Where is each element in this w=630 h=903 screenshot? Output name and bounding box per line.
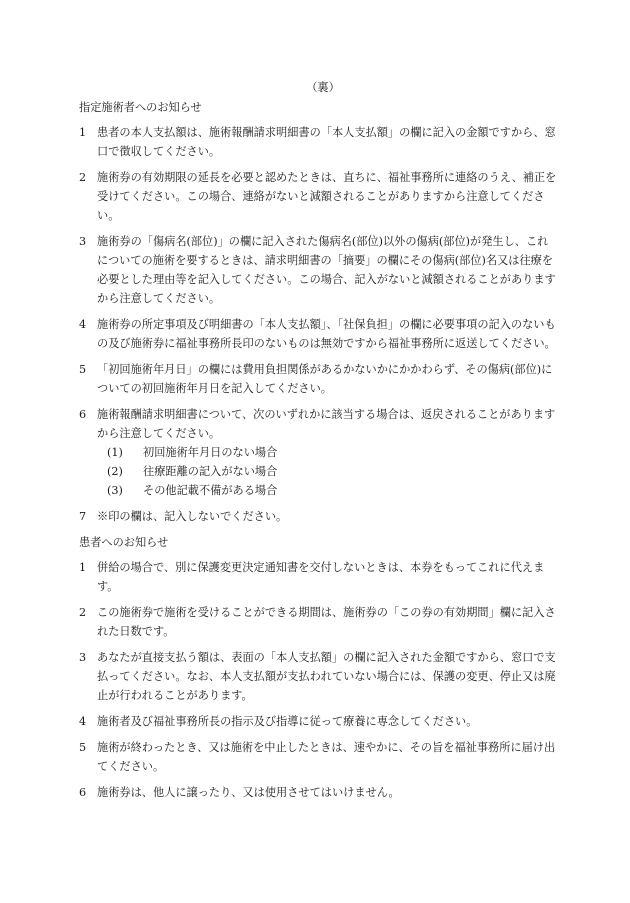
item-text: 施術券の「傷病名(部位)」の欄に記入された傷病名(部位)以外の傷病(部位)が発生し、これについての施術を要するときは、請求明細書の「摘要」の欄にその傷病(部位)名又は往療を必要とした理由等を記入してください。この場合、記入がないと減額されることがありますから注意してください。 — [97, 235, 556, 305]
item-number: 6 — [79, 786, 87, 799]
sub-list — [97, 443, 559, 500]
item-text: 施術券の所定事項及び明細書の「本人支払額」、「社保負担」の欄に必要事項の記入のないもの及び施術券に福祉事務所長印のないものは無効ですから福祉事務所に返送してください。 — [97, 318, 556, 350]
list-item — [79, 123, 559, 161]
item-text: この施術券で施術を受けることができる期間は、施術券の「この券の有効期間」欄に記入された日数です。 — [97, 606, 556, 638]
item-text: 施術が終わったとき、又は施術を中止したときは、速やかに、その旨を福祉事務所に届け出てください。 — [97, 741, 556, 773]
sub-item-number: (1) — [107, 446, 123, 459]
list-item — [79, 232, 559, 308]
item-text: あなたが直接支払う額は、表面の「本人支払額」の欄に記入された金額ですから、窓口で支払ってください。なお、本人支払額が支払われていない場合には、保護の変更、停止又は廃止が行われることがあります。 — [97, 651, 556, 702]
sub-item-number: (3) — [107, 484, 123, 497]
item-number: 6 — [79, 408, 87, 421]
item-number: 4 — [79, 318, 87, 331]
sub-item-text: 初回施術年月日のない場合 — [143, 446, 278, 459]
list-item — [79, 168, 559, 225]
item-number: 3 — [79, 235, 87, 248]
section-practitioner-notices — [79, 98, 559, 526]
sub-item — [97, 481, 559, 500]
item-text: 患者の本人支払額は、施術報酬請求明細書の「本人支払額」の欄に記入の金額ですから、窓口で徴収してください。 — [97, 126, 556, 158]
item-text: 「初回施術年月日」の欄には費用負担関係があるかないかにかかわらず、その傷病(部位)についての初回施術年月日を記入してください。 — [97, 363, 553, 395]
item-number: 2 — [79, 171, 87, 184]
item-number: 3 — [79, 651, 87, 664]
sub-item-text: 往療距離の記入がない場合 — [143, 465, 278, 478]
section-title: 指定施術者へのお知らせ — [79, 101, 202, 114]
item-number: 5 — [79, 741, 87, 754]
list-item — [79, 507, 559, 526]
section-title: 患者へのお知らせ — [79, 536, 169, 549]
item-number: 4 — [79, 715, 87, 728]
list-item — [79, 648, 559, 705]
section-patient-notices — [79, 533, 559, 802]
item-number: 2 — [79, 606, 87, 619]
item-number: 7 — [79, 510, 87, 523]
item-body — [97, 405, 559, 500]
list-item — [79, 603, 559, 641]
back-side-label: （裏） — [306, 81, 340, 94]
list-item — [79, 783, 559, 802]
item-text: 施術券は、他人に譲ったり、又は使用させてはいけません。 — [97, 786, 400, 799]
item-text: 施術報酬請求明細書について、次のいずれかに該当する場合は、返戻されることがありますから注意してください。 — [97, 408, 556, 440]
list-item — [79, 360, 559, 398]
sub-item-text: その他記載不備がある場合 — [143, 484, 278, 497]
item-text: 併給の場合で、別に保護変更決定通知書を交付しないときは、本券をもってこれに代えます。 — [97, 561, 545, 593]
item-number: 1 — [79, 561, 87, 574]
list-item — [79, 558, 559, 596]
list-item — [79, 738, 559, 776]
document-page — [79, 78, 559, 809]
list-item — [79, 315, 559, 353]
item-text: 施術者及び福祉事務所長の指示及び指導に従って療養に専念してください。 — [97, 715, 478, 728]
sub-item — [97, 462, 559, 481]
list-item — [79, 405, 559, 500]
item-number: 1 — [79, 126, 87, 139]
item-text: ※印の欄は、記入しないでください。 — [97, 510, 288, 523]
sub-item — [97, 443, 559, 462]
item-text: 施術券の有効期限の延長を必要と認めたときは、直ちに、福祉事務所に連絡のうえ、補正を受けてください。この場合、連絡がないと減額されることがありますから注意してください。 — [97, 171, 557, 222]
sub-item-number: (2) — [107, 465, 123, 478]
item-number: 5 — [79, 363, 87, 376]
list-item — [79, 712, 559, 731]
